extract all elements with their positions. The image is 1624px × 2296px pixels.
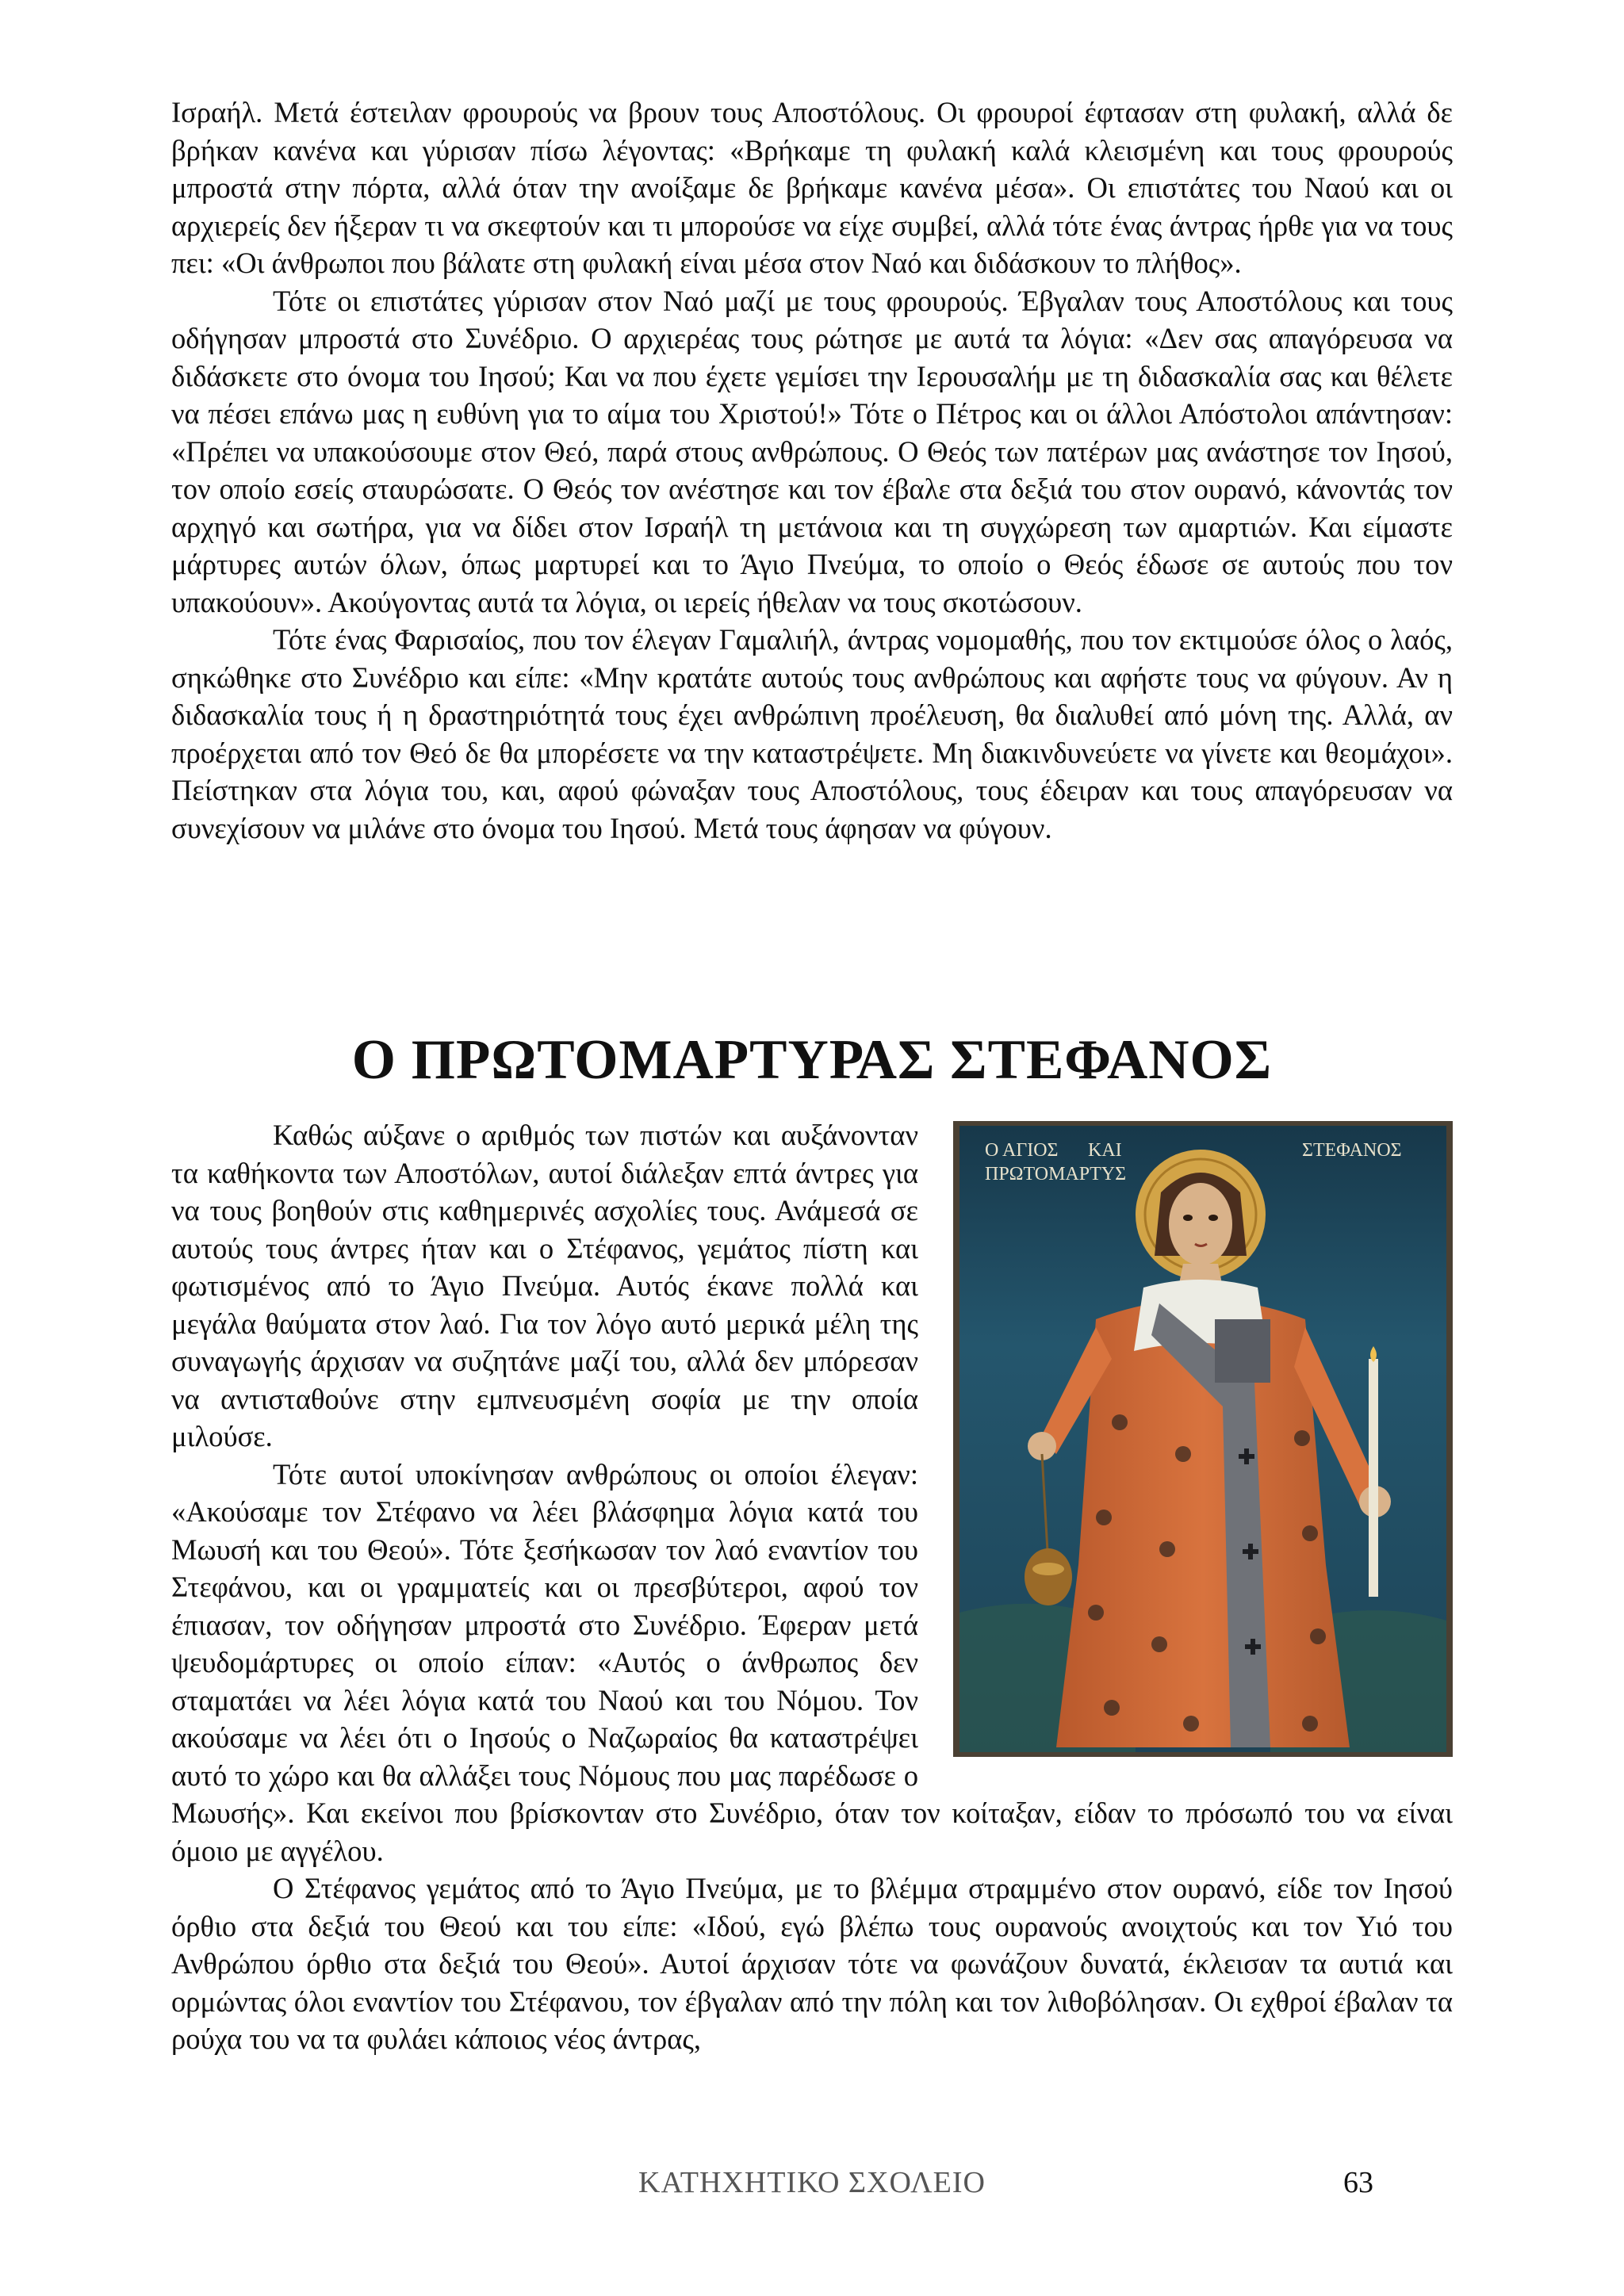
page-footer [171, 2163, 1453, 2202]
icon-inscription-mid: ΚΑΙ [1088, 1140, 1122, 1161]
paragraph-stephen-chosen: Καθώς αύξανε ο αριθμός των πιστών και αυξάνονταν τα καθήκοντα των Αποστόλων, αυτοί διάλεξαν επτά άντρες για να τους βοηθούν στις καθημερινές ασχολίες τους. Ανάμεσά σε αυτούς τους άντρες ήταν και ο Στέφανος, γεμάτος πίστη και φωτισμένος από το Άγιο Πνεύμα. Αυτός έκανε πολλά και μεγάλα θαύματα στον λαό. Για τον λόγο αυτό μερικά μέλη της συναγωγής άρχισαν να συζητάνε μαζί του, αλλά δεν μπόρεσαν να αντισταθούνε στην εμπνευσμένη σοφία με την οποία μιλούσε. [171, 1119, 918, 1452]
paragraph-stoning: Ο Στέφανος γεμάτος από το Άγιο Πνεύμα, με το βλέμμα στραμμένο στον ουρανό, είδε τον Ιησού όρθιο στα δεξιά του Θεού και του είπε: «Ιδού, εγώ βλέπω τους ουρανούς ανοιχτούς και τον Υιό του Ανθρώπου όρθιο στα δεξιά του Θεού». Αυτοί άρχισαν τότε να φωνάζουν δυνατά, έκλεισαν τα αυτιά και ορμώντας όλοι εναντίον του Στέφανου, τον έβγαλαν από την πόλη και τον λιθοβόλησαν. Οι εχθροί έβαλαν τα ρούχα του να τα φυλάει κάποιος νέος άντρας, [171, 1872, 1453, 2055]
paragraph-prisons: Ισραήλ. Μετά έστειλαν φρουρούς να βρουν τους Αποστόλους. Οι φρουροί έφτασαν στη φυλακή, αλλά δε βρήκαν κανένα και γύρισαν πίσω λέγοντας: «Βρήκαμε τη φυλακή καλά κλεισμένη και τους φρουρούς μπροστά στην πόρτα, αλλά όταν την ανοίξαμε δε βρήκαμε κανένα μέσα». Οι επιστάτες του Ναού και οι αρχιερείς δεν ήξεραν τι να σκεφτούν και τι μπορούσε να είχε συμβεί, αλλά τότε ένας άντρας ήρθε για να τους πει: «Οι άνθρωποι που βάλατε στη φυλακή είναι μέσα στον Ναό και διδάσκουν το πλήθος». [171, 96, 1453, 279]
saint-stephen-icon-image [953, 1121, 1453, 1757]
page-number: 63 [1343, 2166, 1373, 2199]
censer [1025, 1548, 1072, 1605]
icon-inscription-left-2: ΠΡΩΤΟΜΑΡΤΥΣ [985, 1164, 1127, 1184]
continued-text [171, 94, 1453, 847]
face [1169, 1183, 1232, 1265]
icon-inscription-left-1: Ο ΑΓΙΟΣ [985, 1140, 1059, 1161]
icon-inscription-right: ΣΤΕΦΑΝΟΣ [1302, 1140, 1402, 1161]
section-title: Ο ΠΡΩΤΟΜΑΡΤΥΡΑΣ ΣΤΕΦΑΝΟΣ [351, 1029, 1273, 1091]
paragraph-false-witnesses: Τότε αυτοί υποκίνησαν ανθρώπους οι οποίοι έλεγαν: «Ακούσαμε τον Στέφανο να λέει βλάσφημα λόγια κατά του Μωυσή και του Θεού». Τότε ξεσήκωσαν τον λαό εναντίον του Στεφάνου, και οι γραμματείς και οι πρεσβύτεροι, αφού τον έπιασαν, τον οδήγησαν μπροστά στο Συνέδριο. Έφεραν μετά ψευδομάρτυρες οι οποίο είπαν: «Αυτός ο άνθρωπος δεν σταματάει να λέει λόγια κατά του Ναού και του Νόμου. Τον ακούσαμε να λέει ότι ο Ιησούς ο Ναζωραίος θα καταστρέψει αυτό το χώρο και θα αλλάξει τους Νόμους που μας παρέδωσε ο Μωυσής». Και εκείνοι που βρίσκονταν στο Συνέδριο, όταν τον κοίταξαν, είδαν το πρόσωπό του να είναι όμοιο με αγγέλου. [171, 1457, 1453, 1867]
paragraph-gamaliel: Τότε ένας Φαρισαίος, που τον έλεγαν Γαμαλιήλ, άντρας νομομαθής, που τον εκτιμούσε όλος ο λαός, σηκώθηκε στο Συνέδριο και είπε: «Μην κρατάτε αυτούς τους ανθρώπους και αφήστε τους να φύγουν. Αν η διδασκαλία τους ή η δραστηριότητά τους έχει ανθρώπινη προέλευση, θα διαλυθεί από μόνη της. Αλλά, αν προέρχεται από τον Θεό δε θα μπορέσετε να την καταστρέψετε. Μη διακινδυνεύετε να γίνετε και θεομάχοι». Πείστηκαν στα λόγια του, και, αφού φώναξαν τους Αποστόλους, τους έδειραν και τους απαγόρευσαν να συνεχίσουν να μιλάνε στο όνομα του Ιησού. Μετά τους άφησαν να φύγουν. [171, 623, 1453, 844]
candle [1369, 1359, 1378, 1597]
section-text [171, 1116, 1453, 2058]
footer-school-name: ΚΑΤΗΧΗΤΙΚΟ ΣΧΟΛΕΙΟ [638, 2166, 986, 2199]
paragraph-sanhedrin: Τότε οι επιστάτες γύρισαν στον Ναό μαζί με τους φρουρούς. Έβγαλαν τους Αποστόλους και τους οδήγησαν μπροστά στο Συνέδριο. Ο αρχιερέας τους ρώτησε με αυτά τα λόγια: «Δεν σας απαγόρευσα να διδάσκετε στο όνομα του Ιησού; Και να που έχετε γεμίσει την Ιερουσαλήμ με τη διδασκαλία σας και θέλετε να πέσει επάνω μας η ευθύνη για το αίμα του Χριστού!» Τότε ο Πέτρος και οι άλλοι Απόστολοι απάντησαν: «Πρέπει να υπακούσουμε στον Θεό, παρά στους ανθρώπους. Ο Θεός των πατέρων μας ανάστησε τον Ιησού, τον οποίο εσείς σταυρώσατε. Ο Θεός τον ανέστησε και τον έβαλε στα δεξιά του στον ουρανό, κάνοντάς τον αρχηγό και σωτήρα, για να δίδει στον Ισραήλ τη μετάνοια και τη συγχώρεση των αμαρτιών. Και είμαστε μάρτυρες αυτών όλων, όπως μαρτυρεί και το Άγιο Πνεύμα, το οποίο ο Θεός έδωσε σε αυτούς που τον υπακούουν». Ακούγοντας αυτά τα λόγια, οι ιερείς ήθελαν να τους σκοτώσουν. [171, 284, 1453, 618]
